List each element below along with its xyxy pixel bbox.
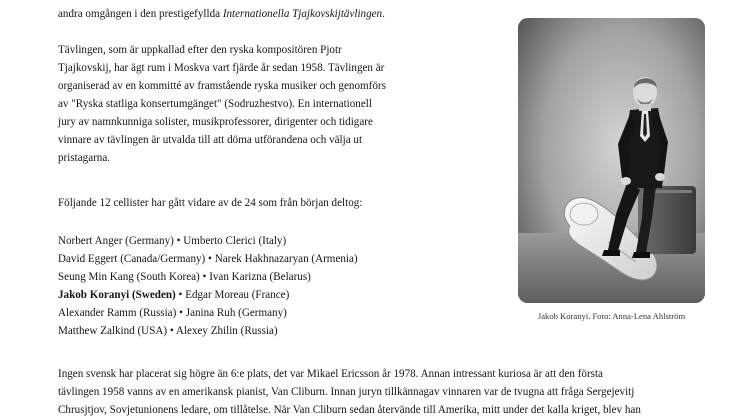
bullet-separator: • (202, 271, 207, 283)
bullet-separator: • (208, 253, 212, 265)
cellist-name: David Eggert (Canada/Germany) (58, 253, 206, 265)
paragraph-line: jury av namnkunniga solister, musikprofessorer, dirigenter och tidigare (58, 116, 373, 128)
paragraph-line: av "Ryska statliga konsertumgänget" (Sodruzhestvo). En internationell (58, 98, 372, 110)
cellist-name: Narek Hakhnazaryan (Armenia) (214, 253, 358, 265)
cellists-intro: Följande 12 cellister har gått vidare av de 24 som från början deltog: (58, 197, 363, 209)
competition-paragraph (58, 41, 432, 167)
cellist-name: Seung Min Kang (South Korea) (58, 271, 200, 283)
intro-suffix: . (382, 8, 385, 20)
cellist-name: Edgar Moreau (France) (185, 289, 290, 301)
bullet-separator: • (178, 289, 183, 301)
cellist-name: Matthew Zalkind (USA) (58, 325, 168, 337)
cellist-name: Ivan Karizna (Belarus) (209, 271, 311, 283)
cellist-name: Alexander Ramm (Russia) (58, 307, 177, 319)
cellist-name: Norbert Anger (Germany) (58, 235, 174, 247)
paragraph-line: tävlingen 1958 vanns av en amerikansk pianist, Van Cliburn. Innan juryn tillkännagav vinnaren var de tvugna att fråga Sergejevitj (58, 386, 635, 398)
cellist-pair (58, 322, 478, 340)
cellist-name: Janina Ruh (Germany) (185, 307, 287, 319)
intro-prefix: andra omgången i den prestigefyllda (58, 8, 223, 20)
paragraph-line: Ingen svensk har placerat sig högre än 6:e plats, det var Mikael Ericsson år 1978. Annan intressant kuriosa är att den första (58, 368, 603, 380)
bullet-separator: • (169, 325, 174, 337)
paragraph-line: pristagarna. (58, 152, 111, 164)
cellist-photo (518, 18, 705, 303)
cellist-pair (58, 304, 478, 322)
cellist-pair (58, 286, 478, 304)
bullet-separator: • (179, 307, 183, 319)
cellist-pair (58, 250, 478, 268)
intro-line (58, 5, 458, 23)
paragraph-line: Tävlingen, som är uppkallad efter den ryska kompositören Pjotr (58, 44, 342, 56)
paragraph-line: Chrusjtjov, Sovjetunionens ledare, om tillåtelse. När Van Cliburn sedan återvände till Amerika, mitt under det kalla kriget, blev han (58, 404, 641, 416)
cellist-pair (58, 232, 478, 250)
cellist-pair (58, 268, 478, 286)
paragraph-line: organiserad av en kommitté av framstående ryska musiker och genomförs (58, 80, 386, 92)
bullet-separator: • (176, 235, 181, 247)
cellist-list (58, 232, 478, 340)
cellist-name: Umberto Clerici (Italy) (183, 235, 287, 247)
history-paragraph (58, 365, 704, 419)
paragraph-line: vinnare av tävlingen är utvalda till att döma utförandena och välja ut (58, 134, 363, 146)
cellist-name: Alexey Zhilin (Russia) (175, 325, 278, 337)
competition-name: Internationella Tjajkovskijtävlingen (222, 8, 383, 20)
cellist-name-highlight: Jakob Koranyi (Sweden) (58, 289, 176, 301)
cellist-portrait-image (518, 18, 705, 303)
paragraph-line: Tjajkovskij, har ägt rum i Moskva vart fjärde år sedan 1958. Tävlingen är (58, 62, 385, 74)
photo-caption: Jakob Koranyi. Foto: Anna-Lena Ahlström (537, 311, 686, 321)
